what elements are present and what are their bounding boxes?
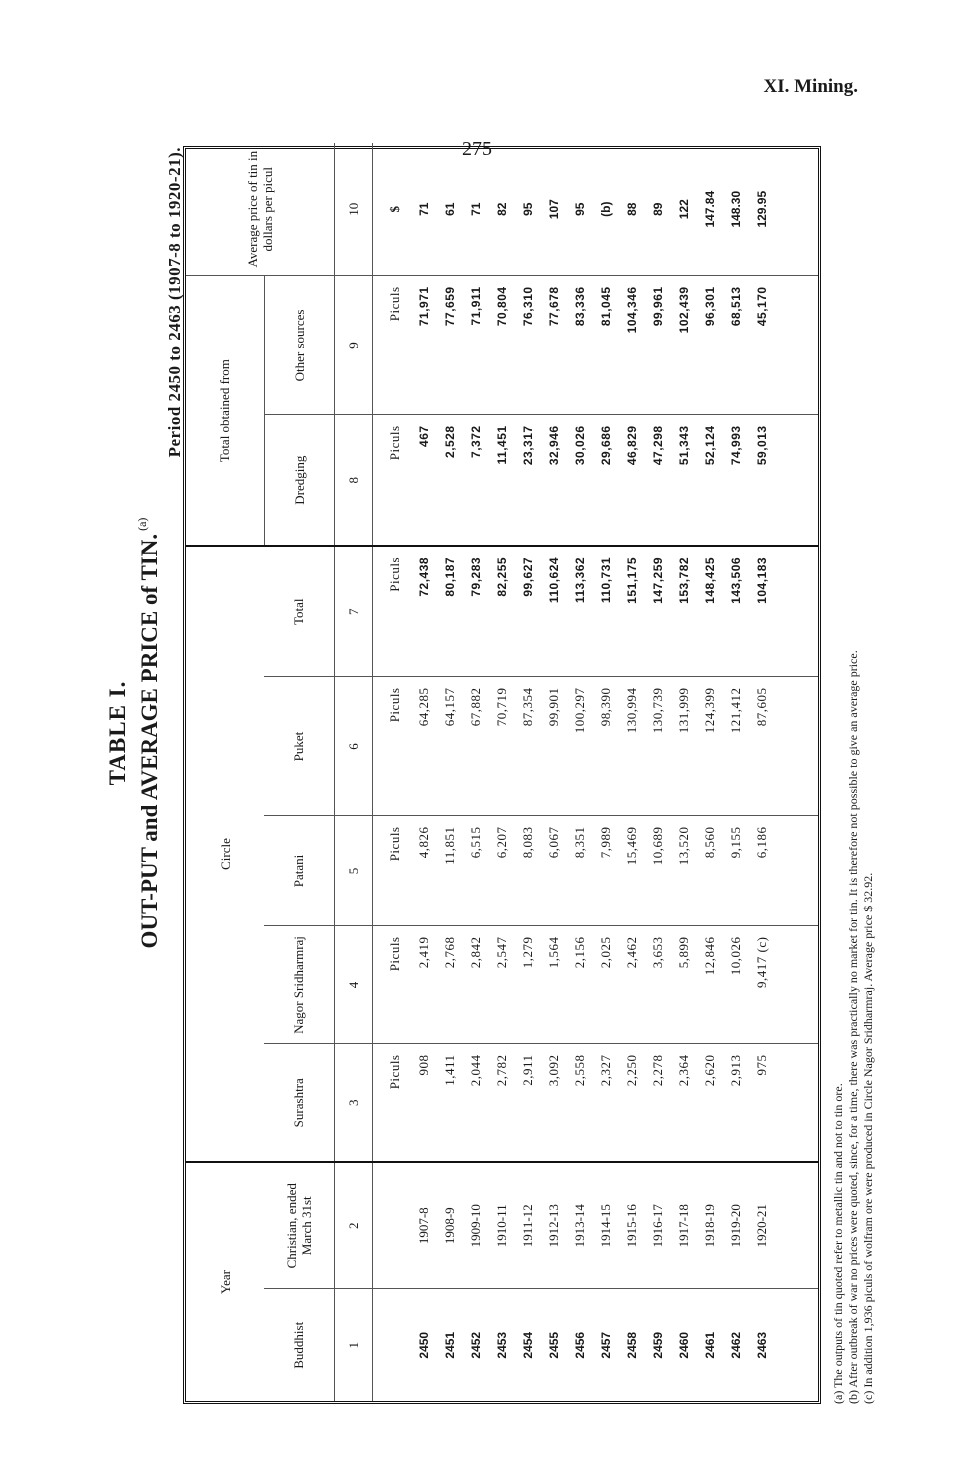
- cell-other-sources: 68,513: [723, 276, 749, 415]
- unit-label: Piculs: [372, 546, 411, 677]
- cell-puket: 131,999: [671, 677, 697, 816]
- col-number: 2: [334, 1162, 372, 1289]
- table-row: [749, 143, 775, 1401]
- cell-surashtra: 2,250: [619, 1044, 645, 1162]
- cell-total: 104,183: [749, 546, 775, 677]
- cell-total: 82,255: [489, 546, 515, 677]
- cell-surashtra: 2,327: [593, 1044, 619, 1162]
- cell-surashtra: 975: [749, 1044, 775, 1162]
- cell-dredging: 11,451: [489, 415, 515, 546]
- header-total-obtained: Total obtained from: [186, 276, 264, 546]
- cell-nagor: 5,899: [671, 926, 697, 1044]
- cell-surashtra: 908: [411, 1044, 437, 1162]
- cell-patani: 6,067: [541, 816, 567, 926]
- rotated-table-page: [99, 0, 899, 1466]
- cell-average-price: 82: [489, 143, 515, 276]
- cell-dredging: 51,343: [671, 415, 697, 546]
- cell-surashtra: 2,911: [515, 1044, 541, 1162]
- cell-surashtra: 2,620: [697, 1044, 723, 1162]
- cell-surashtra: 3,092: [541, 1044, 567, 1162]
- table-row: [463, 143, 489, 1401]
- cell-patani: 13,520: [671, 816, 697, 926]
- cell-other-sources: 70,804: [489, 276, 515, 415]
- unit-label: Piculs: [372, 816, 411, 926]
- cell-average-price: 129.95: [749, 143, 775, 276]
- cell-puket: 99,901: [541, 677, 567, 816]
- page-number: 275: [462, 138, 492, 160]
- table-row: [619, 143, 645, 1401]
- cell-patani: 8,560: [697, 816, 723, 926]
- unit-label: Piculs: [372, 276, 411, 415]
- col-number: 3: [334, 1044, 372, 1162]
- header-circle: Circle: [186, 546, 264, 1162]
- cell-nagor: 2,156: [567, 926, 593, 1044]
- cell-surashtra: 2,782: [489, 1044, 515, 1162]
- cell-nagor: 10,026: [723, 926, 749, 1044]
- cell-christian-year: 1907-8: [411, 1162, 437, 1289]
- cell-nagor: 12,846: [697, 926, 723, 1044]
- cell-dredging: 46,829: [619, 415, 645, 546]
- cell-buddhist-year: 2454: [520, 1331, 535, 1359]
- cell-patani: 6,515: [463, 816, 489, 926]
- footnote-a: (a) The outputs of tin quoted refer to metallic tin and not to tin ore.: [831, 1083, 845, 1404]
- table-row: [723, 143, 749, 1401]
- cell-total: 147,259: [645, 546, 671, 677]
- cell-average-price: 148.30: [723, 143, 749, 276]
- table-row: [593, 143, 619, 1401]
- cell-total: 110,624: [541, 546, 567, 677]
- cell-buddhist-year: 2451: [442, 1331, 457, 1359]
- table-title: TABLE I.: [105, 680, 130, 786]
- cell-dredging: 32,946: [541, 415, 567, 546]
- cell-surashtra: 2,913: [723, 1044, 749, 1162]
- cell-puket: 70,719: [489, 677, 515, 816]
- cell-buddhist-year: 2463: [754, 1331, 769, 1359]
- cell-other-sources: 99,961: [645, 276, 671, 415]
- cell-dredging: 467: [411, 415, 437, 546]
- cell-buddhist-year: 2461: [702, 1331, 717, 1359]
- header-buddhist: Buddhist: [264, 1289, 334, 1401]
- cell-surashtra: 2,558: [567, 1044, 593, 1162]
- footnote-c: (c) In addition 1,936 piculs of wolfram ore were produced in Circle Nagor Sridharmraj. Average price $ 32.92.: [861, 872, 875, 1404]
- cell-total: 80,187: [437, 546, 463, 677]
- cell-nagor: 2,025: [593, 926, 619, 1044]
- cell-patani: 11,851: [437, 816, 463, 926]
- cell-patani: 9,155: [723, 816, 749, 926]
- cell-nagor: 1,564: [541, 926, 567, 1044]
- section-header: XI. Mining.: [763, 76, 858, 97]
- period-label: Period 2450 to 2463 (1907-8 to 1920-21).: [165, 147, 184, 458]
- cell-nagor: 3,653: [645, 926, 671, 1044]
- header-other-sources: Other sources: [264, 276, 334, 415]
- cell-average-price: 107: [541, 143, 567, 276]
- cell-dredging: 29,686: [593, 415, 619, 546]
- cell-total: 151,175: [619, 546, 645, 677]
- cell-christian-year: 1917-18: [671, 1162, 697, 1289]
- cell-buddhist-year: 2456: [572, 1331, 587, 1359]
- cell-other-sources: 76,310: [515, 276, 541, 415]
- cell-average-price: 122: [671, 143, 697, 276]
- subtitle-footnote-ref: (a): [135, 517, 149, 531]
- cell-christian-year: 1909-10: [463, 1162, 489, 1289]
- cell-other-sources: 45,170: [749, 276, 775, 415]
- cell-christian-year: 1913-14: [567, 1162, 593, 1289]
- header-christian: Christian, ended March 31st: [264, 1162, 334, 1289]
- cell-other-sources: 77,678: [541, 276, 567, 415]
- cell-christian-year: 1910-11: [489, 1162, 515, 1289]
- unit-label: Piculs: [372, 1044, 411, 1162]
- cell-other-sources: 104,346: [619, 276, 645, 415]
- cell-buddhist-year: 2455: [546, 1331, 561, 1359]
- cell-christian-year: 1915-16: [619, 1162, 645, 1289]
- table-row: [697, 143, 723, 1401]
- cell-nagor: 2,768: [437, 926, 463, 1044]
- header-total: Total: [264, 546, 334, 677]
- cell-patani: 8,351: [567, 816, 593, 926]
- cell-christian-year: 1914-15: [593, 1162, 619, 1289]
- header-year: Year: [217, 1270, 233, 1294]
- cell-puket: 124,399: [697, 677, 723, 816]
- unit-label: Piculs: [372, 677, 411, 816]
- cell-surashtra: 2,364: [671, 1044, 697, 1162]
- cell-total: 99,627: [515, 546, 541, 677]
- cell-other-sources: 81,045: [593, 276, 619, 415]
- cell-nagor: 1,279: [515, 926, 541, 1044]
- cell-dredging: 2,528: [437, 415, 463, 546]
- col-number: 10: [334, 143, 372, 276]
- cell-dredging: 52,124: [697, 415, 723, 546]
- cell-puket: 130,739: [645, 677, 671, 816]
- cell-nagor: 2,419: [411, 926, 437, 1044]
- table-row: [541, 143, 567, 1401]
- cell-total: 110,731: [593, 546, 619, 677]
- cell-average-price: 89: [645, 143, 671, 276]
- cell-average-price: 88: [619, 143, 645, 276]
- cell-total: 113,362: [567, 546, 593, 677]
- cell-other-sources: 77,659: [437, 276, 463, 415]
- cell-other-sources: 83,336: [567, 276, 593, 415]
- cell-nagor: 2,842: [463, 926, 489, 1044]
- cell-dredging: 47,298: [645, 415, 671, 546]
- cell-average-price: (b): [593, 143, 619, 276]
- cell-christian-year: 1916-17: [645, 1162, 671, 1289]
- cell-christian-year: 1908-9: [437, 1162, 463, 1289]
- cell-other-sources: 96,301: [697, 276, 723, 415]
- cell-buddhist-year: 2450: [416, 1331, 431, 1359]
- cell-other-sources: 71,971: [411, 276, 437, 415]
- cell-nagor: 2,547: [489, 926, 515, 1044]
- cell-average-price: 147.84: [697, 143, 723, 276]
- cell-puket: 98,390: [593, 677, 619, 816]
- col-number: 9: [334, 276, 372, 415]
- cell-patani: 6,207: [489, 816, 515, 926]
- cell-average-price: 95: [515, 143, 541, 276]
- cell-christian-year: 1919-20: [723, 1162, 749, 1289]
- cell-total: 79,283: [463, 546, 489, 677]
- table-row: [437, 143, 463, 1401]
- cell-surashtra: 2,278: [645, 1044, 671, 1162]
- col-number: 7: [334, 546, 372, 677]
- footnotes: [831, 650, 876, 1404]
- header-average-price: Average price of tin in dollars per picul: [186, 143, 334, 276]
- cell-christian-year: 1918-19: [697, 1162, 723, 1289]
- cell-patani: 4,826: [411, 816, 437, 926]
- table-row: [411, 143, 437, 1401]
- table-subtitle: [137, 0, 163, 1466]
- cell-puket: 100,297: [567, 677, 593, 816]
- cell-puket: 64,157: [437, 677, 463, 816]
- col-number: 8: [334, 415, 372, 546]
- cell-total: 143,506: [723, 546, 749, 677]
- header-patani: Patani: [264, 816, 334, 926]
- cell-buddhist-year: 2462: [728, 1331, 743, 1359]
- cell-puket: 130,994: [619, 677, 645, 816]
- cell-nagor: 9,417 (c): [749, 926, 775, 1044]
- header-surashtra: Surashtra: [264, 1044, 334, 1162]
- col-number: 5: [334, 816, 372, 926]
- cell-patani: 15,469: [619, 816, 645, 926]
- col-number: 1: [334, 1289, 372, 1401]
- cell-buddhist-year: 2457: [598, 1331, 613, 1359]
- table-row: [489, 143, 515, 1401]
- cell-total: 148,425: [697, 546, 723, 677]
- table-row: [645, 143, 671, 1401]
- cell-surashtra: 2,044: [463, 1044, 489, 1162]
- cell-buddhist-year: 2452: [468, 1331, 483, 1359]
- cell-other-sources: 102,439: [671, 276, 697, 415]
- cell-buddhist-year: 2460: [676, 1331, 691, 1359]
- unit-label: Piculs: [372, 926, 411, 1044]
- cell-patani: 6,186: [749, 816, 775, 926]
- cell-patani: 8,083: [515, 816, 541, 926]
- cell-other-sources: 71,911: [463, 276, 489, 415]
- cell-buddhist-year: 2453: [494, 1331, 509, 1359]
- cell-puket: 87,354: [515, 677, 541, 816]
- subtitle-text: OUT-PUT and AVERAGE PRICE of TIN.: [137, 533, 162, 949]
- header-nagor: Nagor Sridharmraj: [264, 926, 334, 1044]
- cell-puket: 64,285: [411, 677, 437, 816]
- table-row: [671, 143, 697, 1401]
- unit-label: Piculs: [372, 415, 411, 546]
- cell-puket: 87,605: [749, 677, 775, 816]
- col-number: 6: [334, 677, 372, 816]
- cell-surashtra: 1,411: [437, 1044, 463, 1162]
- header-puket: Puket: [264, 677, 334, 816]
- cell-average-price: 95: [567, 143, 593, 276]
- cell-puket: 67,882: [463, 677, 489, 816]
- cell-buddhist-year: 2459: [650, 1331, 665, 1359]
- cell-dredging: 74,993: [723, 415, 749, 546]
- cell-puket: 121,412: [723, 677, 749, 816]
- cell-total: 153,782: [671, 546, 697, 677]
- cell-dredging: 30,026: [567, 415, 593, 546]
- cell-christian-year: 1912-13: [541, 1162, 567, 1289]
- table-row: [567, 143, 593, 1401]
- header-dredging: Dredging: [264, 415, 334, 546]
- cell-total: 72,438: [411, 546, 437, 677]
- cell-buddhist-year: 2458: [624, 1331, 639, 1359]
- cell-patani: 7,989: [593, 816, 619, 926]
- unit-label: $: [372, 143, 411, 276]
- cell-average-price: 71: [463, 143, 489, 276]
- cell-dredging: 7,372: [463, 415, 489, 546]
- tin-output-table: [183, 146, 821, 1404]
- col-number: 4: [334, 926, 372, 1044]
- cell-christian-year: 1911-12: [515, 1162, 541, 1289]
- cell-dredging: 23,317: [515, 415, 541, 546]
- cell-nagor: 2,462: [619, 926, 645, 1044]
- table-row: [515, 143, 541, 1401]
- cell-dredging: 59,013: [749, 415, 775, 546]
- cell-average-price: 61: [437, 143, 463, 276]
- footnote-b: (b) After outbreak of war no prices were quoted, since, for a time, there was practically no market for tin. It is therefore not possible to give an average price.: [846, 650, 860, 1404]
- cell-christian-year: 1920-21: [749, 1162, 775, 1289]
- cell-average-price: 71: [411, 143, 437, 276]
- cell-patani: 10,689: [645, 816, 671, 926]
